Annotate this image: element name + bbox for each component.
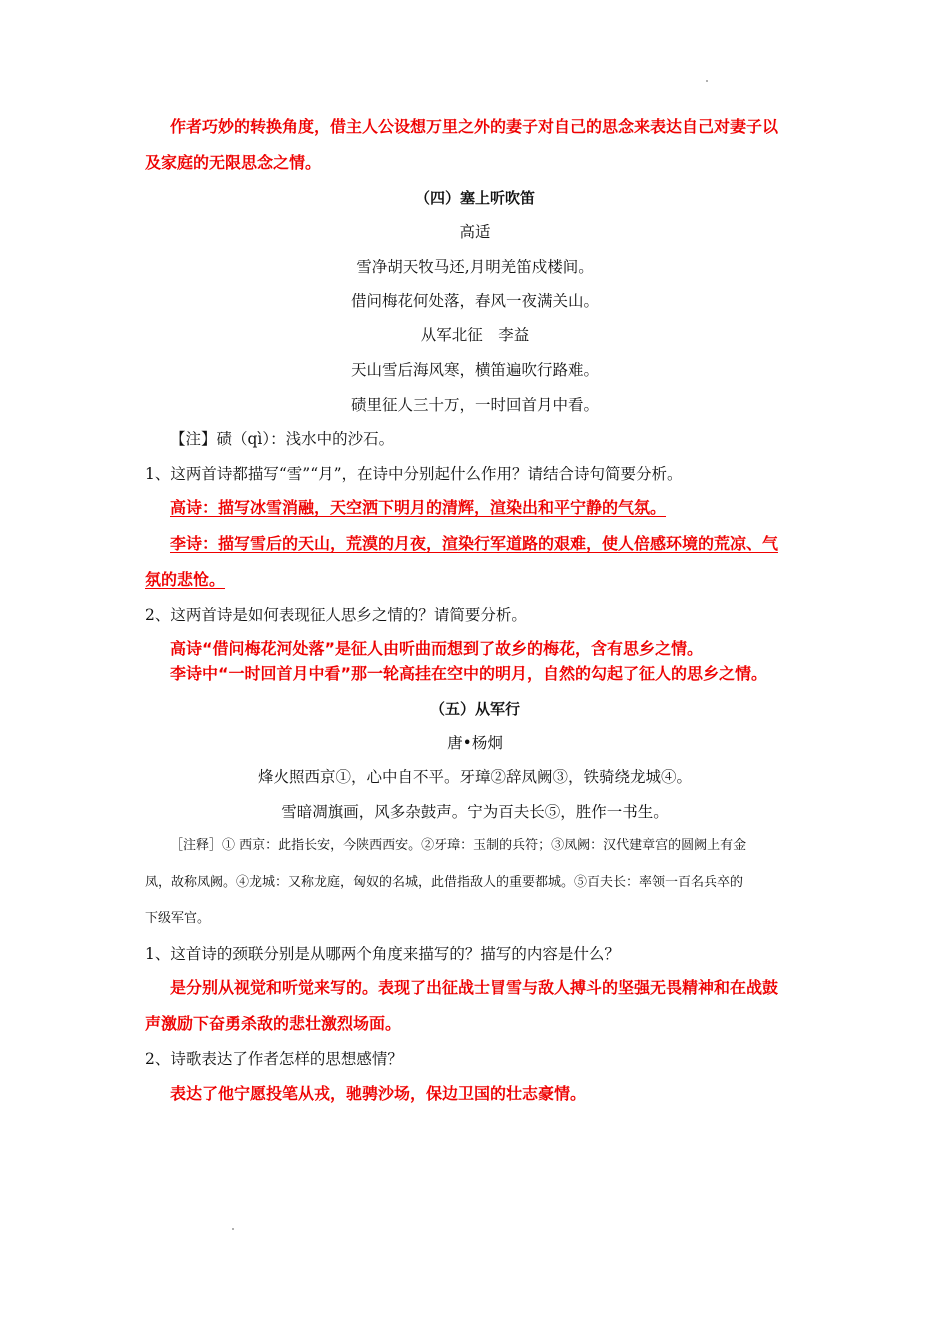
section5-note: ［注释］① 西京：此指长安，今陕西西安。②牙璋：玉制的兵符；③凤阙：汉代建章宫的圆阙上有金 xyxy=(170,838,747,853)
question: 2、这两首诗是如何表现征人思乡之情的？请简要分析。 xyxy=(145,606,527,624)
question: 1、这首诗的颈联分别是从哪两个角度来描写的？描写的内容是什么？ xyxy=(145,945,620,963)
section5-title: （五）从军行 xyxy=(429,700,520,718)
question: 1、这两首诗都描写“雪”“月”，在诗中分别起什么作用？请结合诗句简要分析。 xyxy=(145,465,683,483)
poem-line: 雪净胡天牧马还,月明羌笛戍楼间。 xyxy=(356,258,594,276)
answer-line: 声激励下奋勇杀敌的悲壮激烈场面。 xyxy=(145,1014,402,1033)
section4-note: 【注】碛（qì）：浅水中的沙石。 xyxy=(170,430,395,448)
poem-line: 天山雪后海风寒，横笛遍吹行路难。 xyxy=(350,361,599,379)
intro-answer-line: 作者巧妙的转换角度，借主人公设想万里之外的妻子对自己的思念来表达自己对妻子以 xyxy=(170,117,779,136)
poem-line: 烽火照西京①，心中自不平。牙璋②辞凤阙③，铁骑绕龙城④。 xyxy=(257,768,692,786)
scan-speck xyxy=(232,1228,234,1230)
answer-line: 氛的悲怆。 xyxy=(145,570,226,589)
question: 2、诗歌表达了作者怎样的思想感情？ xyxy=(145,1050,403,1068)
section4-author: 高适 xyxy=(459,223,491,241)
poem-line: 碛里征人三十万，一时回首月中看。 xyxy=(350,396,599,414)
section4-title: （四）塞上听吹笛 xyxy=(414,189,535,207)
poem2-title: 从军北征 李益 xyxy=(420,326,530,344)
poem-line: 借问梅花何处落，春风一夜满关山。 xyxy=(350,292,599,310)
poem-line: 雪暗凋旗画，风多杂鼓声。宁为百夫长⑤，胜作一书生。 xyxy=(281,803,669,821)
answer-line: 高诗“借问梅花河处落”是征人由听曲而想到了故乡的梅花，含有思乡之情。 xyxy=(170,639,704,658)
answer-line: 高诗：描写冰雪消融，天空洒下明月的清辉，渲染出和平宁静的气氛。 xyxy=(170,498,667,517)
scan-speck xyxy=(706,80,708,82)
answer-line: 李诗中“一时回首月中看”那一轮高挂在空中的明月，自然的勾起了征人的思乡之情。 xyxy=(170,664,768,683)
section5-author: 唐•杨炯 xyxy=(447,734,503,752)
answer-line: 是分别从视觉和听觉来写的。表现了出征战士冒雪与敌人搏斗的坚强无畏精神和在战鼓 xyxy=(170,978,779,997)
intro-answer-line: 及家庭的无限思念之情。 xyxy=(145,153,322,172)
answer-line: 李诗：描写雪后的天山，荒漠的月夜，渲染行军道路的艰难，使人倍感环境的荒凉、气 xyxy=(170,534,779,553)
section5-note: 下级军官。 xyxy=(145,911,211,926)
section5-note: 凤，故称凤阙。④龙城：又称龙庭，匈奴的名城，此借指敌人的重要都城。⑤百夫长：率领一百名兵卒的 xyxy=(145,875,744,890)
answer-line: 表达了他宁愿投笔从戎，驰骋沙场，保边卫国的壮志豪情。 xyxy=(170,1084,587,1103)
